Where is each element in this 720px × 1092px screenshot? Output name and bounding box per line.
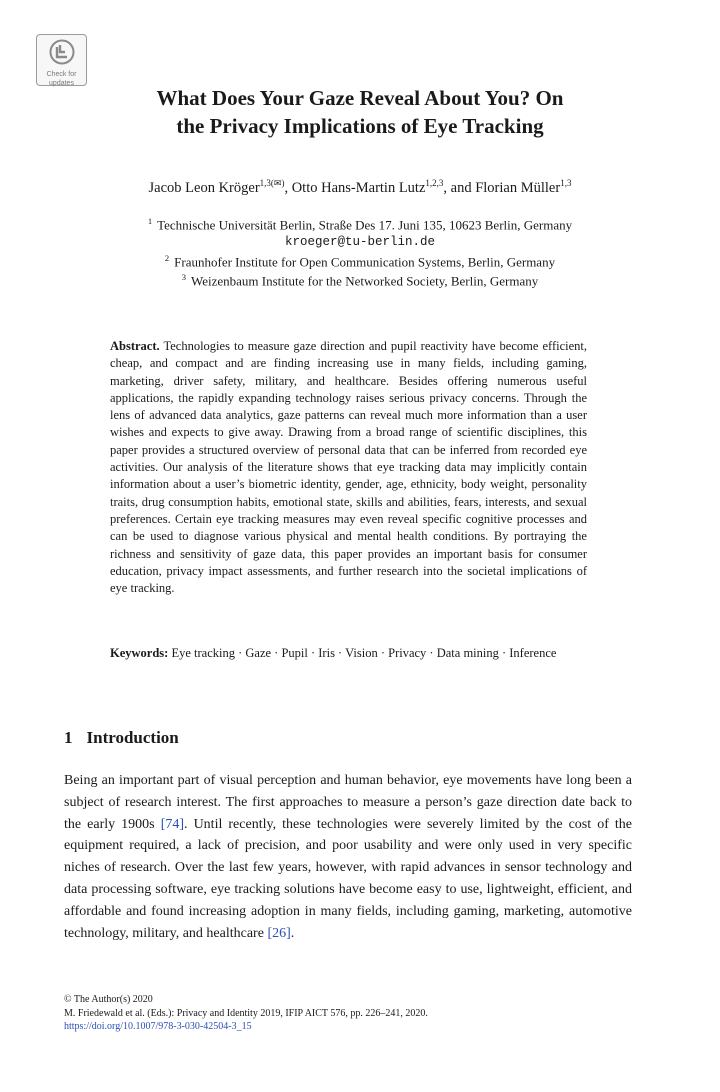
- citation-link[interactable]: [26]: [267, 925, 291, 941]
- abstract-label: Abstract.: [110, 339, 160, 353]
- keywords: [110, 645, 587, 662]
- author-separator: , and: [443, 179, 476, 196]
- affiliation-number: 2: [164, 253, 170, 263]
- section-heading-introduction: [64, 728, 179, 748]
- copyright-notice: © The Author(s) 2020: [64, 994, 153, 1005]
- author-name: Florian Müller: [475, 179, 561, 196]
- author-name: Jacob Leon Kröger: [148, 179, 260, 196]
- badge-label-line1: Check for: [46, 71, 77, 78]
- author-affiliation-marker: 1,3: [560, 178, 572, 188]
- author-name: Otto Hans-Martin Lutz: [291, 179, 426, 196]
- title-line-1: What Does Your Gaze Reveal About You? On: [156, 86, 564, 110]
- abstract: [110, 338, 587, 597]
- affiliation-text: Technische Universität Berlin, Straße Des 17. Juni 135, 10623 Berlin, Germany: [157, 217, 573, 233]
- section-number: 1: [64, 728, 73, 747]
- author-email[interactable]: kroeger@tu-berlin.de: [284, 235, 436, 249]
- affiliation-text: Weizenbaum Institute for the Networked Society, Berlin, Germany: [191, 273, 539, 289]
- check-for-updates-badge[interactable]: [36, 34, 87, 86]
- abstract-text: Technologies to measure gaze direction and pupil reactivity have become efficient, cheap, and compact and are finding increasing use in many fields, including gaming, marketing, driver safety, military, and healthcare. Besides offering numerous useful applications, the rapidly expanding technology raises serious privacy concerns. Through the lens of advanced data analytics, gaze patterns can reveal much more information than a user wishes and expects to give away. Drawing from a broad range of scientific disciplines, this paper provides a structured overview of personal data that can be inferred from recorded eye activities. Our analysis of the literature shows that eye tracking data may implicitly contain information about a user’s biometric identity, gender, age, ethnicity, body weight, personality traits, drug consumption habits, emotional state, skills and abilities, fears, interests, and sexual preferences. Certain eye tracking measures may even reveal specific cognitive processes and can be used to diagnose various physical and mental health conditions. By portraying the richness and sensitivity of gaze data, this paper provides an important basis for consumer education, privacy impact assessments, and further research into the societal implications of eye tracking.: [110, 339, 587, 596]
- citation-link[interactable]: [74]: [160, 816, 185, 832]
- footer: [64, 993, 428, 1034]
- section-title: Introduction: [86, 728, 179, 747]
- check-for-updates-icon: [49, 39, 75, 65]
- affiliation-text: Fraunhofer Institute for Open Communication Systems, Berlin, Germany: [174, 254, 556, 270]
- author-affiliation-marker: 1,2,3: [425, 178, 444, 188]
- affiliation-3: [0, 272, 720, 289]
- introduction-paragraph: [64, 770, 632, 944]
- intro-text: Being an important part of visual perception and human behavior, eye movements have long been a subject of research interest. The first approaches to measure a person’s gaze direction date back to the early 1900s: [64, 773, 632, 832]
- author-separator: ,: [284, 179, 292, 196]
- title-line-2: the Privacy Implications of Eye Tracking: [176, 114, 544, 138]
- paper-title: [0, 84, 720, 140]
- author-affiliation-marker: 1,3(✉): [259, 178, 285, 188]
- publication-citation: M. Friedewald et al. (Eds.): Privacy and Identity 2019, IFIP AICT 576, pp. 226–241, 2020.: [64, 1007, 428, 1019]
- intro-text: .: [290, 925, 295, 941]
- keywords-label: Keywords:: [110, 646, 169, 660]
- affiliation-1: [0, 216, 720, 233]
- intro-text: . Until recently, these technologies were severely limited by the cost of the equipment required, a lack of precision, and poor usability and were only used in very specific niches of research. Over the last few years, however, with rapid advances in sensor technology and data processing software, eye tracking solutions have become easy to use, lightweight, efficient, and affordable and found increasing adoption in many fields, including gaming, marketing, automotive technology, military, and healthcare: [64, 816, 633, 941]
- doi-link[interactable]: https://doi.org/10.1007/978-3-030-42504-3_15: [64, 1021, 252, 1032]
- author-list: [0, 178, 720, 197]
- affiliation-number: 1: [147, 216, 153, 226]
- affiliation-2: [0, 253, 720, 270]
- affiliation-number: 3: [181, 272, 187, 282]
- keywords-text: Eye tracking · Gaze · Pupil · Iris · Vision · Privacy · Data mining · Inference: [171, 646, 557, 660]
- badge-label-line2: updates: [49, 80, 74, 87]
